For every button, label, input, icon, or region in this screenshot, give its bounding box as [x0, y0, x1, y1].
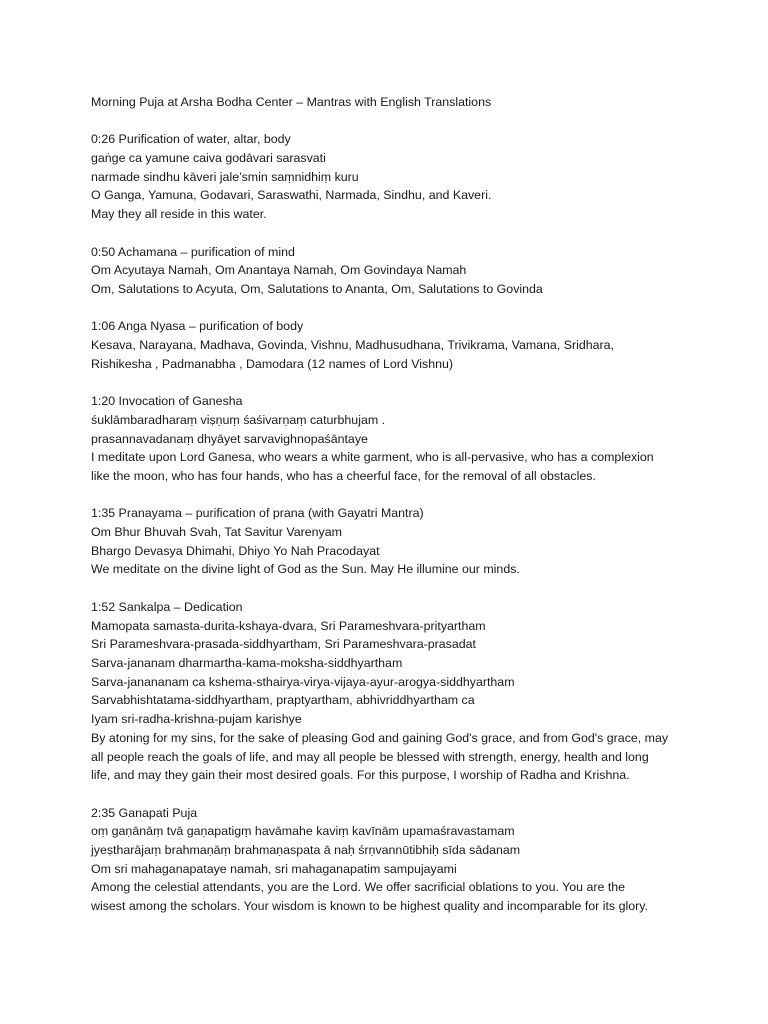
section-line: śuklāmbaradharaṃ viṣṇuṃ śaśivarṇaṃ caturbhujam .: [91, 412, 386, 427]
section-2: [91, 317, 691, 373]
section-line: Sri Parameshvara-prasada-siddhyartham, Sri Parameshvara-prasadat: [91, 637, 476, 652]
section-line: I meditate upon Lord Ganesa, who wears a white garment, who is all-pervasive, who has a complexion: [91, 450, 654, 465]
section-line: life, and may they gain their most desired goals. For this purpose, I worship of Radha and Krishna.: [91, 768, 630, 783]
section-5: [91, 598, 691, 785]
section-heading: 2:35 Ganapati Puja: [91, 805, 198, 820]
section-line: Om sri mahaganapataye namah, sri mahaganapatim sampujayami: [91, 861, 457, 876]
blank-line: [91, 785, 691, 804]
section-heading: 1:35 Pranayama – purification of prana (with Gayatri Mantra): [91, 506, 424, 521]
section-6: [91, 804, 691, 916]
section-line: Om Bhur Bhuvah Svah, Tat Savitur Varenyam: [91, 525, 342, 540]
blank-line: [91, 112, 691, 131]
section-heading: 0:50 Achamana – purification of mind: [91, 244, 295, 259]
blank-line: [91, 579, 691, 598]
section-heading: 0:26 Purification of water, altar, body: [91, 132, 291, 147]
section-heading: 1:20 Invocation of Ganesha: [91, 394, 243, 409]
section-line: We meditate on the divine light of God as the Sun. May He illumine our minds.: [91, 562, 520, 577]
section-heading: 1:06 Anga Nyasa – purification of body: [91, 319, 304, 334]
section-line: Bhargo Devasya Dhimahi, Dhiyo Yo Nah Pracodayat: [91, 543, 380, 558]
section-4: [91, 504, 691, 579]
section-line: all people reach the goals of life, and may all people be blessed with strength, energy, health and long: [91, 749, 649, 764]
section-line: Om, Salutations to Acyuta, Om, Salutations to Ananta, Om, Salutations to Govinda: [91, 281, 543, 296]
document-page: [91, 93, 691, 916]
blank-line: [91, 373, 691, 392]
blank-line: [91, 486, 691, 505]
blank-line: [91, 299, 691, 318]
section-heading: 1:52 Sankalpa – Dedication: [91, 599, 243, 614]
section-line: Kesava, Narayana, Madhava, Govinda, Vishnu, Madhusudhana, Trivikrama, Vamana, Sridhara,: [91, 338, 614, 353]
section-line: Om Acyutaya Namah, Om Anantaya Namah, Om Govindaya Namah: [91, 263, 467, 278]
section-1: [91, 243, 691, 299]
section-line: Mamopata samasta-durita-kshaya-dvara, Sri Parameshvara-prityartham: [91, 618, 486, 633]
sections-container: [91, 130, 691, 915]
document-title: Morning Puja at Arsha Bodha Center – Mantras with English Translations: [91, 95, 492, 109]
section-3: [91, 392, 691, 486]
section-line: jyeṣtharājaṃ brahmaṇāṃ brahmaṇaspata ā naḥ śrṇvannūtibhiḥ sīda sādanam: [91, 843, 521, 857]
section-line: Iyam sri-radha-krishna-pujam karishye: [91, 712, 302, 727]
section-0: [91, 130, 691, 224]
section-line: gaṅge ca yamune caiva godāvari sarasvati: [91, 151, 326, 166]
section-line: oṃ gaṇānāṃ tvā gaṇapatigṃ havāmahe kaviṃ kavīnām upamaśravastamam: [91, 824, 515, 839]
section-line: narmade sindhu kāveri jale’smin saṃnidhiṃ kuru: [91, 169, 359, 184]
section-line: Sarvabhishtatama-siddhyartham, praptyartham, abhivriddhyartham ca: [91, 693, 475, 708]
section-line: wisest among the scholars. Your wisdom is known to be highest quality and incomparable for its glory.: [91, 899, 648, 914]
section-line: like the moon, who has four hands, who has a cheerful face, for the removal of all obstacles.: [91, 468, 596, 483]
section-line: O Ganga, Yamuna, Godavari, Saraswathi, Narmada, Sindhu, and Kaveri.: [91, 188, 492, 203]
section-line: Among the celestial attendants, you are the Lord. We offer sacrificial oblations to you. You are the: [91, 880, 626, 895]
section-line: prasannavadanaṃ dhyāyet sarvavighnopaśāntaye: [91, 431, 368, 446]
section-line: Rishikesha , Padmanabha , Damodara (12 names of Lord Vishnu): [91, 356, 454, 371]
blank-line: [91, 224, 691, 243]
section-line: Sarva-jananam dharmartha-kama-moksha-siddhyartham: [91, 655, 403, 670]
section-line: Sarva-janananam ca kshema-sthairya-virya-vijaya-ayur-arogya-siddhyartham: [91, 674, 515, 689]
section-line: May they all reside in this water.: [91, 207, 267, 222]
section-line: By atoning for my sins, for the sake of pleasing God and gaining God's grace, and from God's grace, may: [91, 730, 669, 745]
